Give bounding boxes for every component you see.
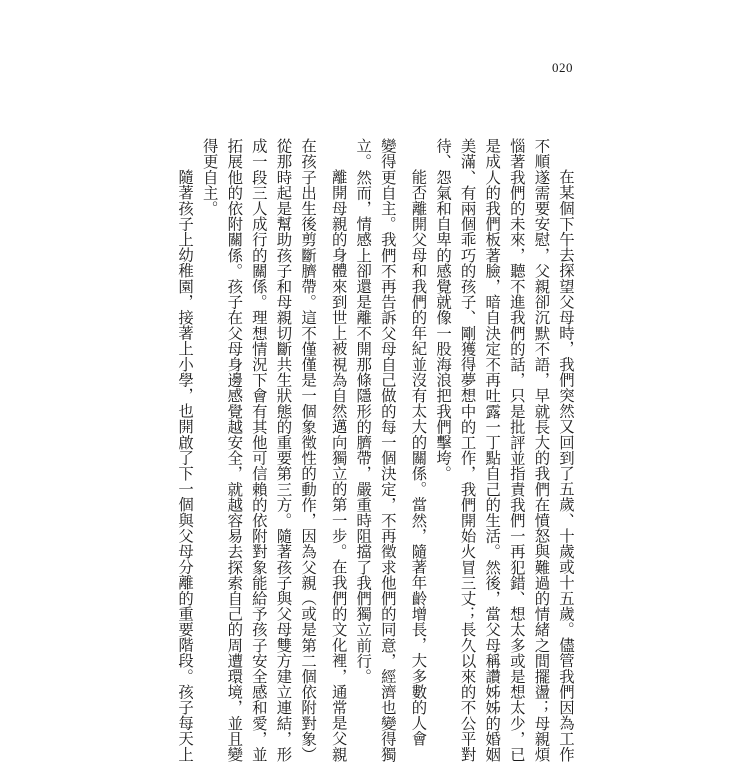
- text-column: 成一段三人成行的關係。理想情況下會有其他可信賴的依附對象能給予孩子安全感和愛，並: [249, 138, 268, 762]
- text-column: 惱著我們的未來，聽不進我們的話，只是批評並指責我們一再犯錯、想太多或是想太少，已: [507, 138, 526, 762]
- text-column: 拓展他的依附關係。孩子在父母身邊感覺越安全，就越容易去探索自己的周遭環境，並且變: [225, 138, 244, 762]
- text-column: 在某個下午去探望父母時，我們突然又回到了五歲、十歲或十五歲。儘管我們因為工作: [557, 169, 575, 762]
- text-column: 待、怨氣和自卑的感覺就像一股海浪把我們擊垮。: [434, 138, 453, 482]
- text-column: 離開母親的身體來到世上被視為自然邁向獨立的第一步。在我們的文化裡，通常是父親: [329, 169, 348, 762]
- text-column: 美滿、有兩個乖巧的孩子、剛獲得夢想中的工作，我們開始火冒三丈；長久以來的不公平對: [458, 138, 477, 762]
- text-column: 不順遂需要安慰，父親卻沉默不語，早就長大的我們在憤怒與難過的情緒之間擺盪；母親煩: [532, 138, 551, 762]
- text-column: 得更自主。: [200, 138, 219, 216]
- text-column: 能否離開父母和我們的年紀並沒有太大的關係。當然，隨著年齡增長，大多數的人會: [409, 169, 428, 747]
- text-column: 變得更自主。我們不再告訴父母自己做的每一個決定，不再徵求他們的同意，經濟也變得獨: [378, 138, 397, 762]
- text-column: 是成人的我們板著臉，暗自決定不再吐露一丁點自己的生活。然後，當父母稱讚姊姊的婚姻: [483, 138, 502, 762]
- text-column: 立。然而，情感上卻還是離不開那條隱形的臍帶，嚴重時阻擋了我們獨立前行。: [354, 138, 373, 684]
- text-column: 隨著孩子上幼稚園，接著上小學，也開啟了下一個與父母分離的重要階段。孩子每天上: [176, 169, 195, 762]
- text-column: 在孩子出生後剪斷臍帶。這不僅僅是一個象徵性的動作，因為父親（或是第二個依附對象）: [299, 138, 318, 762]
- page-number: 020: [552, 60, 573, 75]
- text-column: 從那時起是幫助孩子和母親切斷共生狀態的重要第三方。隨著孩子與父母雙方建立連結，形: [274, 138, 293, 762]
- body-text: [167, 138, 579, 762]
